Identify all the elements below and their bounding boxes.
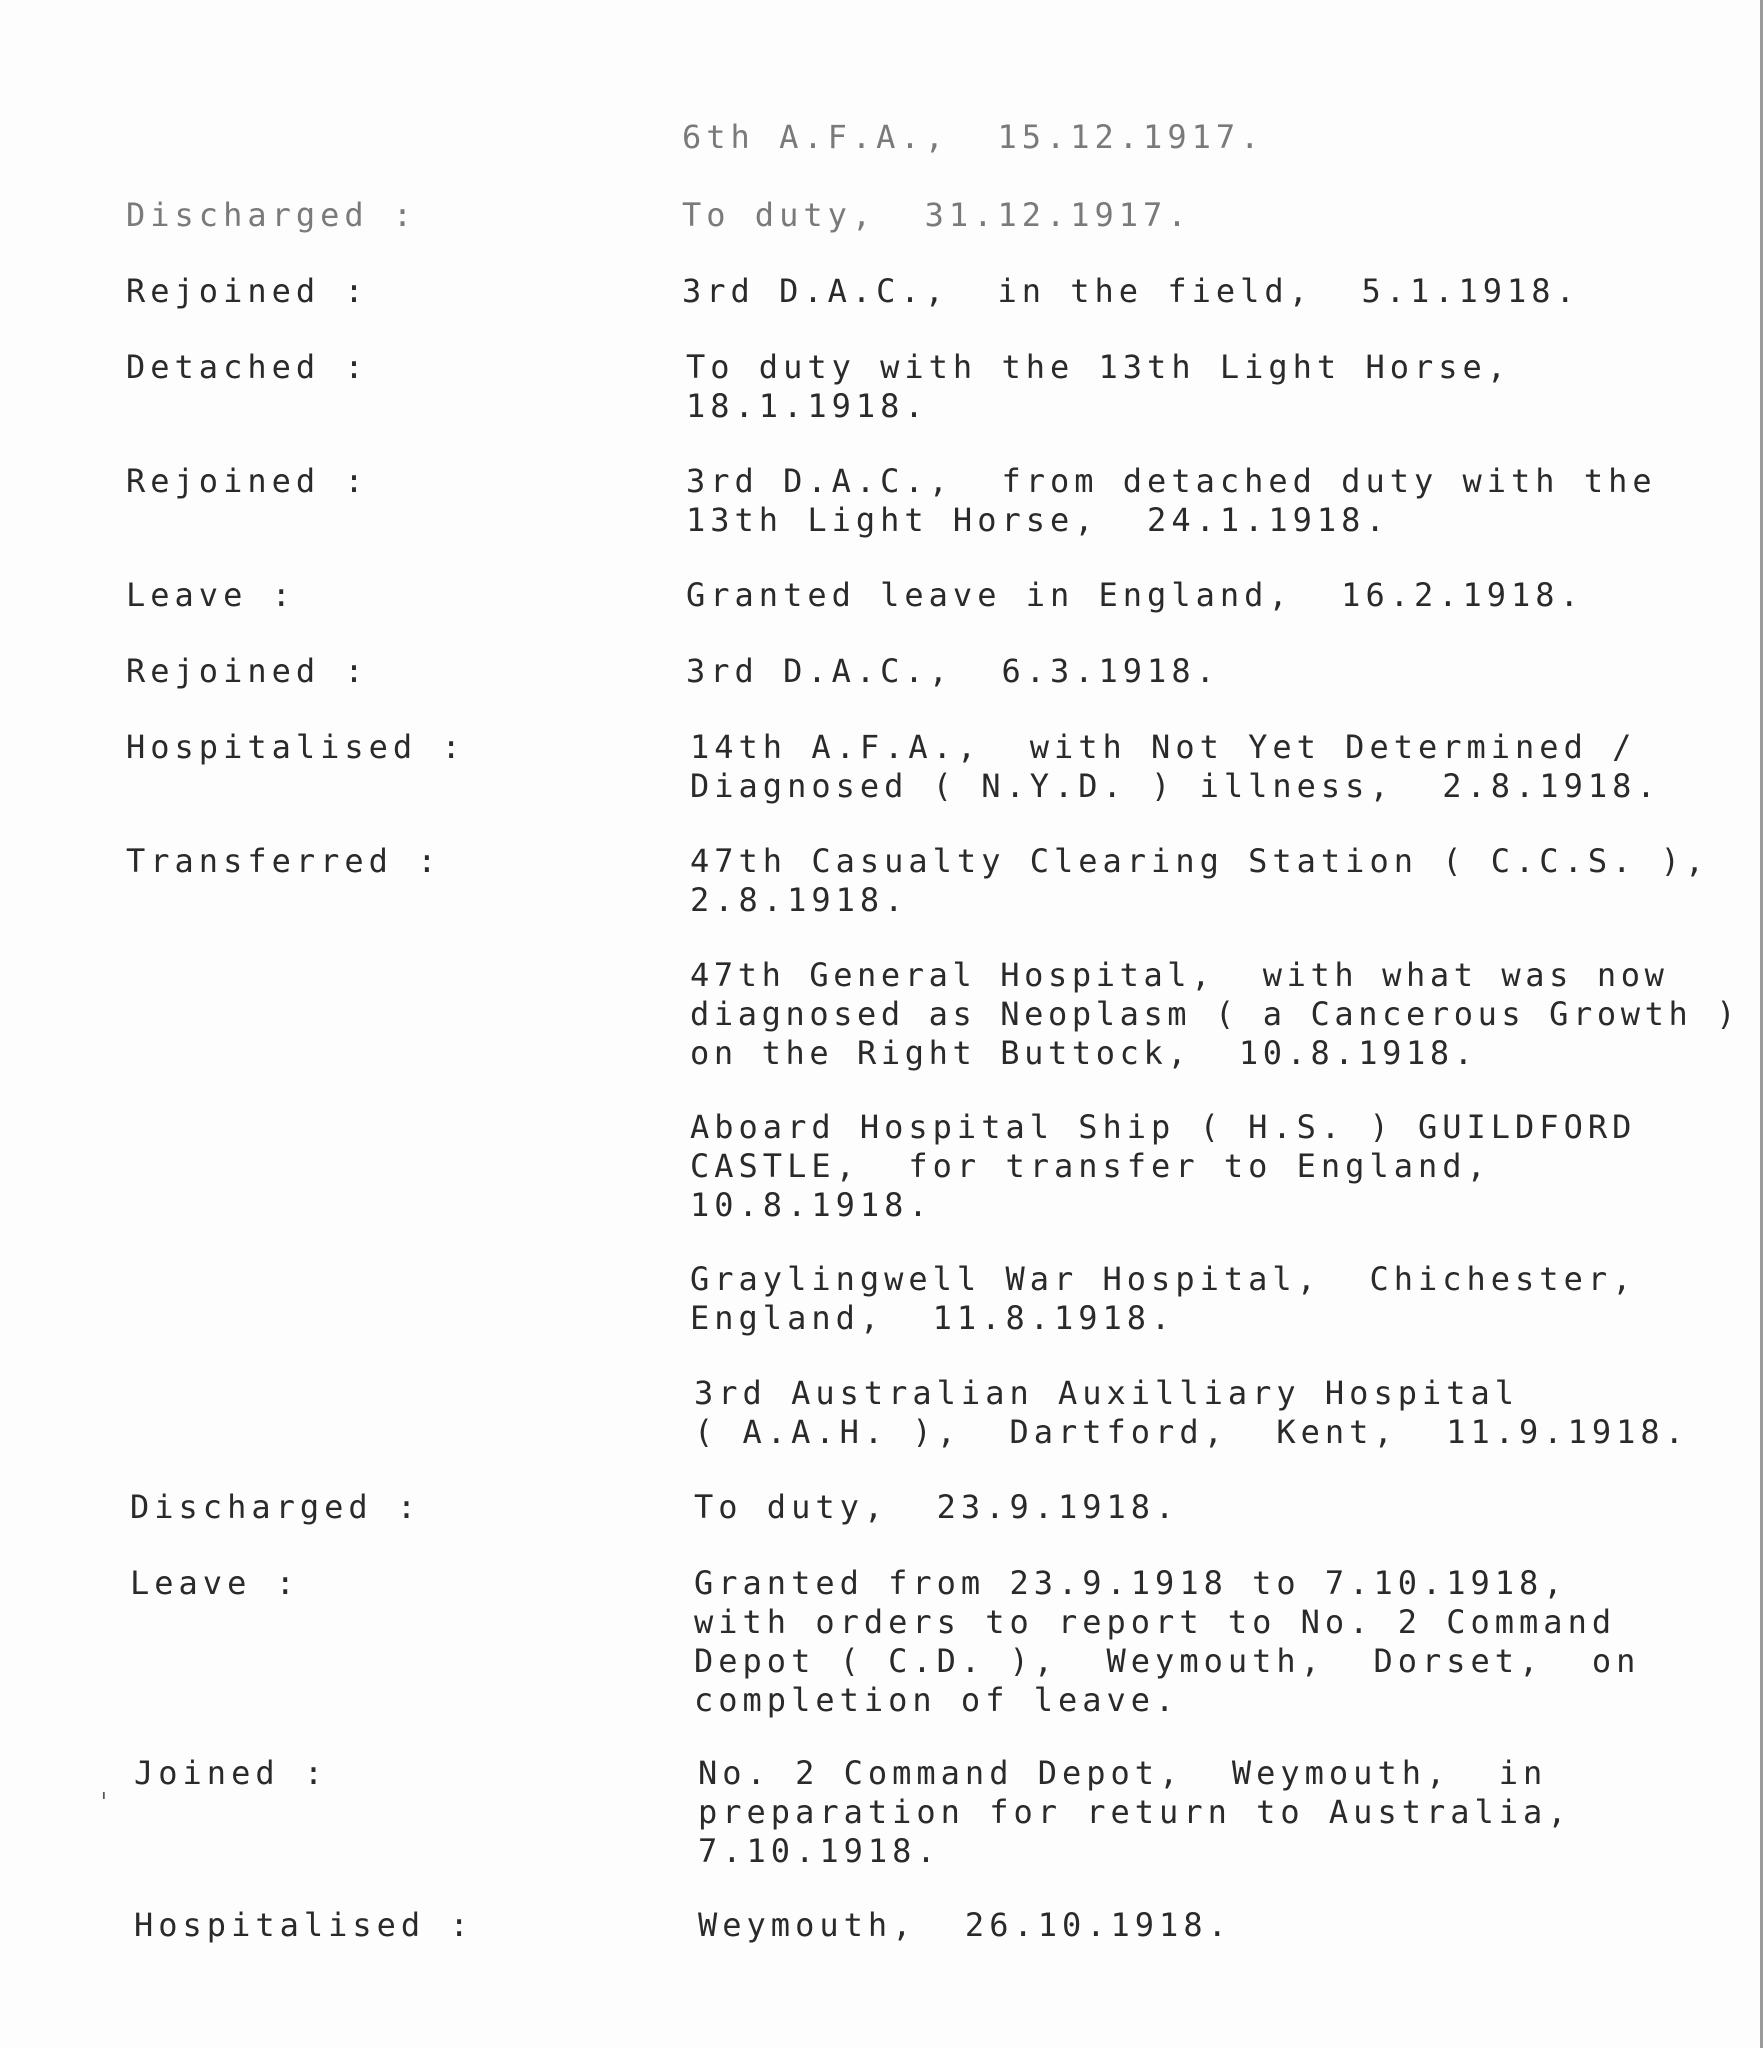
entry-value: To duty, 23.9.1918. — [694, 1488, 1180, 1526]
entry-label: Transferred : — [126, 842, 442, 880]
entry-value: Granted from 23.9.1918 to 7.10.1918, with orders to report to No. 2 Command Depot ( C.D. ), Weymouth, Dorset, on completion of leave. — [694, 1564, 1641, 1719]
entry-label: Discharged : — [130, 1488, 422, 1526]
entry-value: 3rd D.A.C., 6.3.1918. — [686, 652, 1220, 690]
entry-label: Rejoined : — [126, 652, 369, 690]
entry-label: Joined : — [134, 1754, 329, 1792]
entry-label: Hospitalised : — [134, 1906, 474, 1944]
entry-value: 47th Casualty Clearing Station ( C.C.S. ), 2.8.1918. — [690, 842, 1710, 919]
entry-value: Granted leave in England, 16.2.1918. — [686, 576, 1584, 614]
entry-value: To duty, 31.12.1917. — [682, 196, 1192, 234]
entry-value: 14th A.F.A., with Not Yet Determined / Diagnosed ( N.Y.D. ) illness, 2.8.1918. — [690, 728, 1661, 805]
entry-value: Graylingwell War Hospital, Chichester, England, 11.8.1918. — [690, 1260, 1637, 1337]
entry-value: To duty with the 13th Light Horse, 18.1.1918. — [686, 348, 1512, 425]
entry-value: 6th A.F.A., 15.12.1917. — [682, 118, 1265, 156]
entry-label: Leave : — [126, 576, 296, 614]
entry-value: 3rd D.A.C., in the field, 5.1.1918. — [682, 272, 1580, 310]
entry-label: Detached : — [126, 348, 369, 386]
entry-value: No. 2 Command Depot, Weymouth, in preparation for return to Australia, 7.10.1918. — [698, 1754, 1572, 1870]
entry-value: Aboard Hospital Ship ( H.S. ) GUILDFORD CASTLE, for transfer to England, 10.8.1918. — [690, 1108, 1637, 1224]
entry-value: 3rd Australian Auxilliary Hospital ( A.A.H. ), Dartford, Kent, 11.9.1918. — [694, 1374, 1689, 1451]
entry-label: Leave : — [130, 1564, 300, 1602]
entry-value: 47th General Hospital, with what was now diagnosed as Neoplasm ( a Cancerous Growth ) on the Right Buttock, 10.8.1918. — [690, 956, 1741, 1072]
entry-label: Rejoined : — [126, 272, 369, 310]
stray-mark: ˌ — [96, 1772, 112, 1802]
entry-value: 3rd D.A.C., from detached duty with the 13th Light Horse, 24.1.1918. — [686, 462, 1657, 539]
entry-label: Rejoined : — [126, 462, 369, 500]
entry-label: Discharged : — [126, 196, 418, 234]
entry-value: Weymouth, 26.10.1918. — [698, 1906, 1232, 1944]
entry-label: Hospitalised : — [126, 728, 466, 766]
